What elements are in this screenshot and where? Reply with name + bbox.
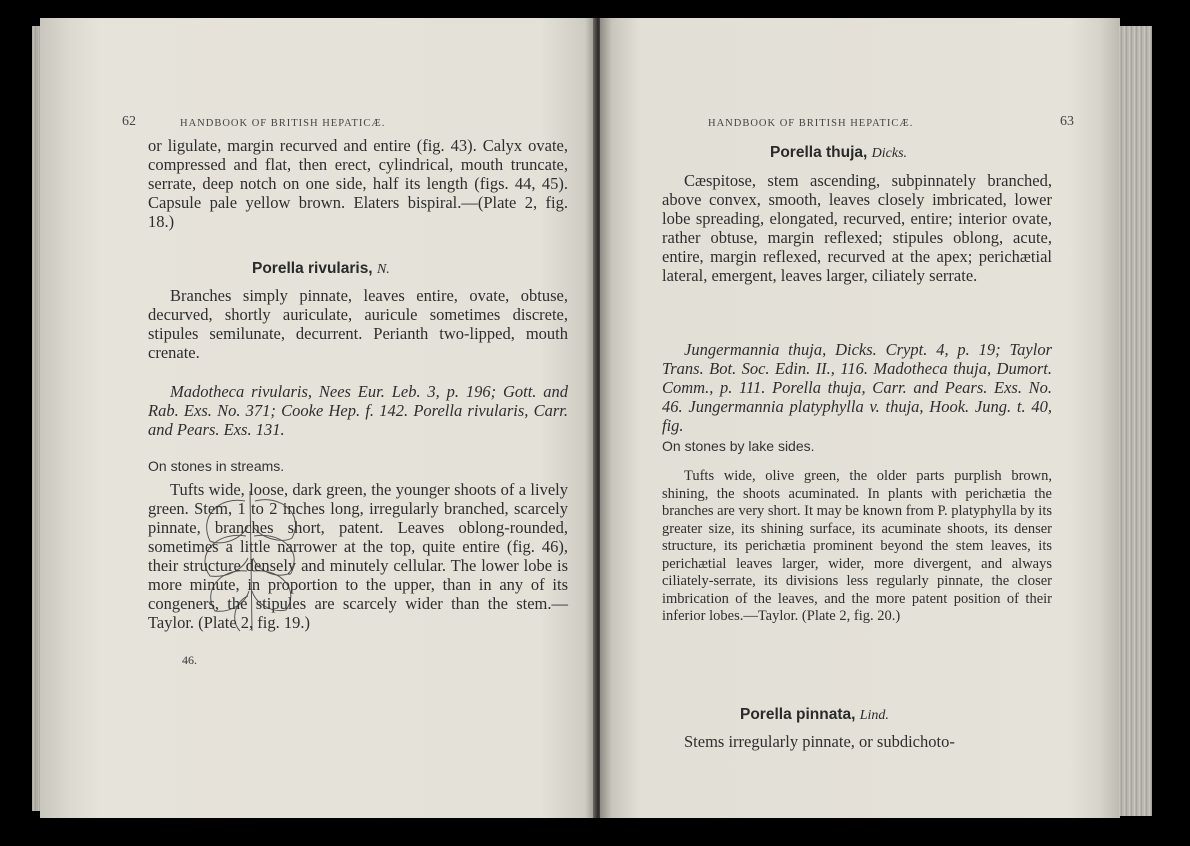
species-heading-thuja bbox=[770, 144, 907, 162]
thuja-description: Cæspitose, stem ascending, subpinnately branched, above convex, smooth, leaves closely imbricated, lower lobe spreading, elongated, recurved, entire; interior ovate, rather obtuse, margin reflexed; stipules oblong, acute, entire, margin reflexed, recurved at the apex; perichætial lateral, emergent, leaves larger, ciliately serrate. bbox=[662, 171, 1052, 285]
thuja-synonymy: Jungermannia thuja, Dicks. Crypt. 4, p. 19; Taylor Trans. Bot. Soc. Edin. II., 116. Madotheca thuja, Dumort. Comm., p. 111. Porella thuja, Carr. and Pears. Exs. No. 46. Jungermannia platyphylla v. thuja, Hook. Jung. t. 40, fig. bbox=[662, 340, 1052, 435]
species-heading-rivularis bbox=[252, 260, 390, 278]
thuja-habitat: On stones by lake sides. bbox=[662, 438, 815, 454]
right-page-number: 63 bbox=[1060, 114, 1074, 129]
species-author: N. bbox=[376, 262, 390, 277]
figure-46-label: 46. bbox=[182, 653, 197, 667]
species-name: Porella rivularis, bbox=[252, 260, 373, 277]
left-running-head: HANDBOOK OF BRITISH HEPATICÆ. bbox=[180, 118, 386, 129]
left-intro-text: or ligulate, margin recurved and entire (fig. 43). Calyx ovate, compressed and flat, then erect, cylindrical, mouth truncate, serrate, deep notch on one side, half its length (figs. 44, 45). Capsule pale yellow brown. Elaters bispiral.—(Plate 2, fig. 18.) bbox=[148, 136, 568, 231]
right-page-edges bbox=[1118, 26, 1152, 816]
right-page bbox=[600, 18, 1120, 818]
thuja-notes: Tufts wide, olive green, the older parts purplish brown, shining, the shoots acuminated. In plants with perichætia the branches are very short. It may be known from P. platyphylla by its greater size, its shining surface, its acuminate shoots, its denser structure, its perichætia prominent beyond the stem leaves, its perichætial leaves larger, wider, more divergent, and always ciliately-serrate, its divisions less regularly pinnate, the closer imbrication of the leaves, and the more patent position of their inferior lobes.—Taylor. (Plate 2, fig. 20.) bbox=[662, 468, 1052, 624]
species-name: Porella thuja, bbox=[770, 144, 868, 161]
rivularis-notes: Tufts wide, loose, dark green, the younger shoots of a lively green. Stem, 1 to 2 inches long, irregularly branched, scarcely pinnate, branches short, patent. Leaves oblong-rounded, sometimes a little narrower at the top, quite entire (fig. 46), their structure densely and minutely cellular. The lower lobe is more minute, in proportion to the upper, than in any of its congeners, the stipules are scarcely wider than the stem.—Taylor. (Plate 2, fig. 19.) bbox=[148, 480, 568, 632]
species-author: Lind. bbox=[859, 708, 889, 723]
open-book bbox=[40, 18, 1155, 818]
pinnata-description-start: Stems irregularly pinnate, or subdichoto- bbox=[684, 732, 955, 751]
species-heading-pinnata bbox=[740, 706, 889, 724]
right-running-head: HANDBOOK OF BRITISH HEPATICÆ. bbox=[708, 118, 914, 129]
rivularis-synonymy: Madotheca rivularis, Nees Eur. Leb. 3, p. 196; Gott. and Rab. Exs. No. 371; Cooke Hep. f. 142. Porella rivularis, Carr. and Pears. Exs. 131. bbox=[148, 382, 568, 439]
left-page bbox=[40, 18, 595, 818]
species-author: Dicks. bbox=[871, 146, 908, 161]
rivularis-description: Branches simply pinnate, leaves entire, ovate, obtuse, decurved, shortly auriculate, auricule sometimes discrete, stipules semilunate, decurrent. Perianth two-lipped, mouth crenate. bbox=[148, 286, 568, 362]
left-page-number: 62 bbox=[122, 114, 136, 129]
rivularis-habitat: On stones in streams. bbox=[148, 458, 285, 474]
species-name: Porella pinnata, bbox=[740, 706, 856, 723]
